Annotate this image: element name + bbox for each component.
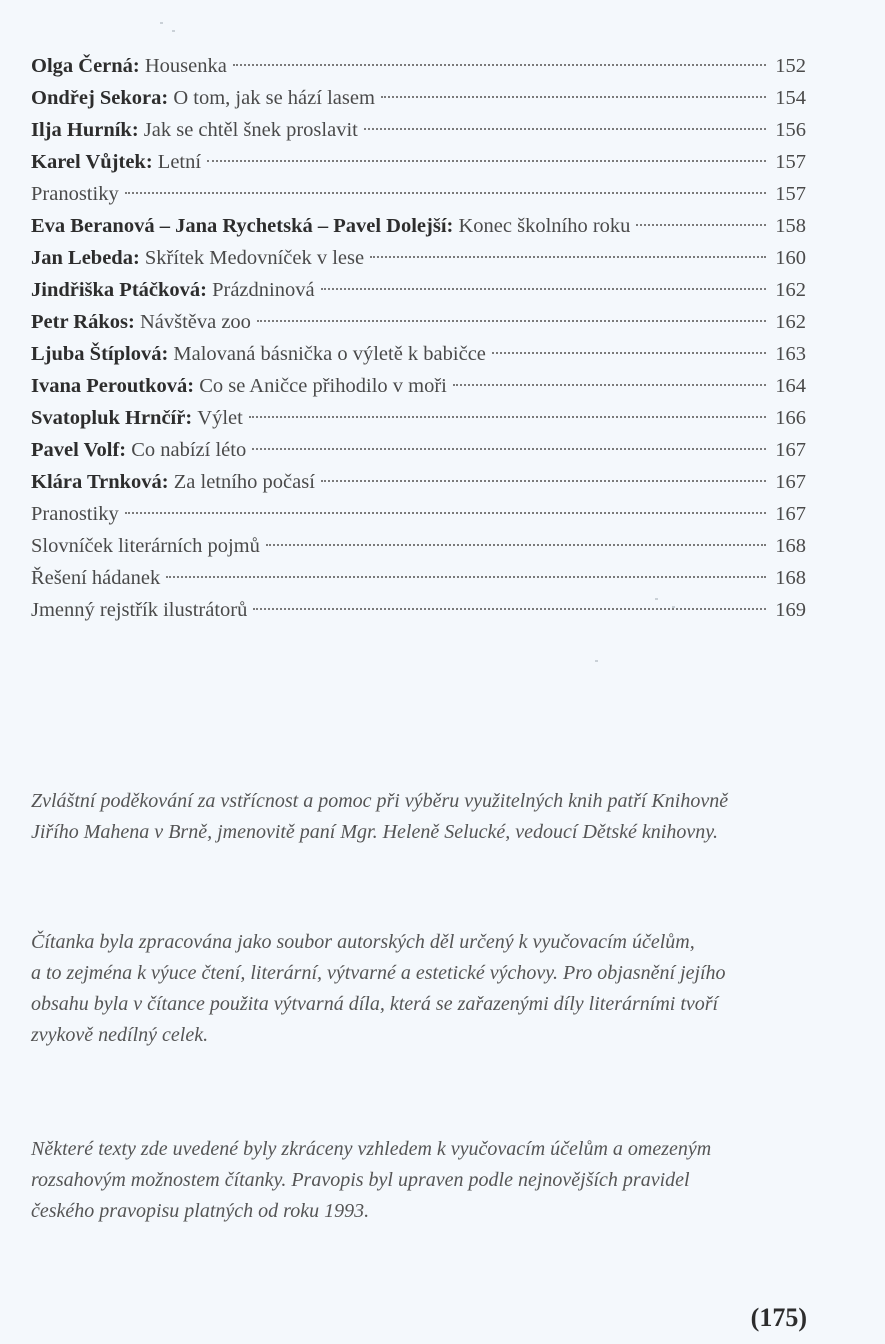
toc-author: Olga Černá: bbox=[31, 55, 140, 77]
dot-leader bbox=[492, 352, 766, 354]
toc-author: Ondřej Sekora: bbox=[31, 87, 169, 109]
note-line: obsahu byla v čítance použita výtvarná díla, která se zařazenými díly literárními tvoří bbox=[31, 993, 719, 1015]
toc-page-number: 154 bbox=[775, 87, 806, 109]
dot-leader bbox=[252, 448, 766, 450]
dot-leader bbox=[253, 608, 766, 610]
note-line: českého pravopisu platných od roku 1993. bbox=[31, 1200, 370, 1222]
toc-page-number: 152 bbox=[775, 55, 806, 77]
toc-page-number: 168 bbox=[775, 567, 806, 589]
toc-title: Slovníček literárních pojmů bbox=[31, 535, 260, 557]
toc-author: Ilja Hurník: bbox=[31, 119, 139, 141]
toc-page-number: 167 bbox=[775, 439, 806, 461]
toc-title: Housenka bbox=[144, 55, 227, 77]
page-number: (175) bbox=[750, 1303, 807, 1332]
toc-entry bbox=[31, 82, 806, 114]
toc-title: Co se Aničce přihodilo v moři bbox=[199, 375, 447, 397]
toc-author: Petr Rákos: bbox=[31, 311, 135, 333]
toc-title: Skřítek Medovníček v lese bbox=[144, 247, 365, 269]
toc-page-number: 163 bbox=[775, 343, 806, 365]
toc-entry bbox=[31, 114, 806, 146]
toc-entry bbox=[31, 434, 806, 466]
toc-title: Pranostiky bbox=[31, 503, 119, 525]
dot-leader bbox=[125, 192, 766, 194]
toc-title: Konec školního roku bbox=[458, 215, 631, 237]
toc-title: Jak se chtěl šnek proslavit bbox=[143, 119, 358, 141]
abridgement-note bbox=[31, 1134, 816, 1227]
dot-leader bbox=[166, 576, 766, 578]
purpose-note bbox=[31, 927, 816, 1051]
toc-author: Ivana Peroutková: bbox=[31, 375, 195, 397]
dot-leader bbox=[249, 416, 766, 418]
dot-leader bbox=[636, 224, 766, 226]
toc-author: Pavel Volf: bbox=[31, 439, 127, 461]
toc-title: Za letního počasí bbox=[173, 471, 315, 493]
dot-leader bbox=[233, 64, 766, 66]
toc-entry bbox=[31, 178, 806, 210]
toc-author: Karel Vůjtek: bbox=[31, 151, 153, 173]
toc-page-number: 156 bbox=[775, 119, 806, 141]
note-line: Jiřího Mahena v Brně, jmenovitě paní Mgr. Heleně Selucké, vedoucí Dětské knihovny. bbox=[31, 821, 718, 843]
toc-title: Letní bbox=[157, 151, 202, 173]
toc-entry bbox=[31, 466, 806, 498]
toc-entry bbox=[31, 242, 806, 274]
dot-leader bbox=[266, 544, 766, 546]
toc-page-number: 158 bbox=[775, 215, 806, 237]
toc-page-number: 157 bbox=[775, 151, 806, 173]
toc-page-number: 167 bbox=[775, 503, 806, 525]
dot-leader bbox=[453, 384, 766, 386]
acknowledgement-note bbox=[31, 786, 816, 848]
toc-entry bbox=[31, 594, 806, 626]
toc-title: Co nabízí léto bbox=[131, 439, 247, 461]
dot-leader bbox=[321, 288, 766, 290]
toc-page-number: 160 bbox=[775, 247, 806, 269]
note-line: Čítanka byla zpracována jako soubor autorských děl určený k vyučovacím účelům, bbox=[31, 931, 695, 953]
toc-title: Řešení hádanek bbox=[31, 567, 161, 589]
dot-leader bbox=[364, 128, 766, 130]
toc-author: Jindřiška Ptáčková: bbox=[31, 279, 207, 301]
toc-title: Pranostiky bbox=[31, 183, 119, 205]
scan-speck bbox=[160, 22, 163, 24]
toc-entry bbox=[31, 498, 806, 530]
toc-entry bbox=[31, 530, 806, 562]
note-line: zvykově nedílný celek. bbox=[31, 1024, 209, 1046]
toc-entry bbox=[31, 562, 806, 594]
toc-author: Ljuba Štíplová: bbox=[31, 343, 169, 365]
note-line: rozsahovým možnostem čítanky. Pravopis byl upraven podle nejnovějších pravidel bbox=[31, 1169, 690, 1191]
dot-leader bbox=[381, 96, 766, 98]
toc-page-number: 164 bbox=[775, 375, 806, 397]
note-line: a to zejména k výuce čtení, literární, výtvarné a estetické výchovy. Pro objasnění jejího bbox=[31, 962, 726, 984]
note-line: Zvláštní poděkování za vstřícnost a pomoc při výběru využitelných knih patří Knihovně bbox=[31, 790, 729, 812]
toc-entry bbox=[31, 274, 806, 306]
toc-author: Klára Trnková: bbox=[31, 471, 169, 493]
note-line: Některé texty zde uvedené byly zkráceny vzhledem k vyučovacím účelům a omezeným bbox=[31, 1138, 712, 1160]
toc-page-number: 166 bbox=[775, 407, 806, 429]
toc-page-number: 157 bbox=[775, 183, 806, 205]
toc-author: Svatopluk Hrnčíř: bbox=[31, 407, 193, 429]
toc-title: Návštěva zoo bbox=[139, 311, 251, 333]
toc-author: Eva Beranová – Jana Rychetská – Pavel Dolejší: bbox=[31, 215, 454, 237]
dot-leader bbox=[257, 320, 766, 322]
dot-leader bbox=[207, 160, 766, 162]
toc-title: O tom, jak se hází lasem bbox=[173, 87, 375, 109]
table-of-contents bbox=[31, 50, 806, 626]
toc-entry bbox=[31, 146, 806, 178]
toc-author: Jan Lebeda: bbox=[31, 247, 140, 269]
dot-leader bbox=[321, 480, 766, 482]
toc-title: Výlet bbox=[197, 407, 243, 429]
dot-leader bbox=[370, 256, 766, 258]
toc-entry bbox=[31, 338, 806, 370]
toc-page-number: 162 bbox=[775, 311, 806, 333]
scan-speck bbox=[172, 30, 175, 32]
toc-page-number: 167 bbox=[775, 471, 806, 493]
toc-title: Prázdninová bbox=[212, 279, 315, 301]
toc-entry bbox=[31, 402, 806, 434]
toc-page-number: 162 bbox=[775, 279, 806, 301]
toc-entry bbox=[31, 50, 806, 82]
toc-entry bbox=[31, 306, 806, 338]
toc-title: Jmenný rejstřík ilustrátorů bbox=[31, 599, 248, 621]
toc-entry bbox=[31, 370, 806, 402]
scan-speck bbox=[595, 660, 598, 662]
dot-leader bbox=[125, 512, 766, 514]
toc-entry bbox=[31, 210, 806, 242]
toc-page-number: 169 bbox=[775, 599, 806, 621]
toc-page-number: 168 bbox=[775, 535, 806, 557]
toc-title: Malovaná básnička o výletě k babičce bbox=[173, 343, 486, 365]
